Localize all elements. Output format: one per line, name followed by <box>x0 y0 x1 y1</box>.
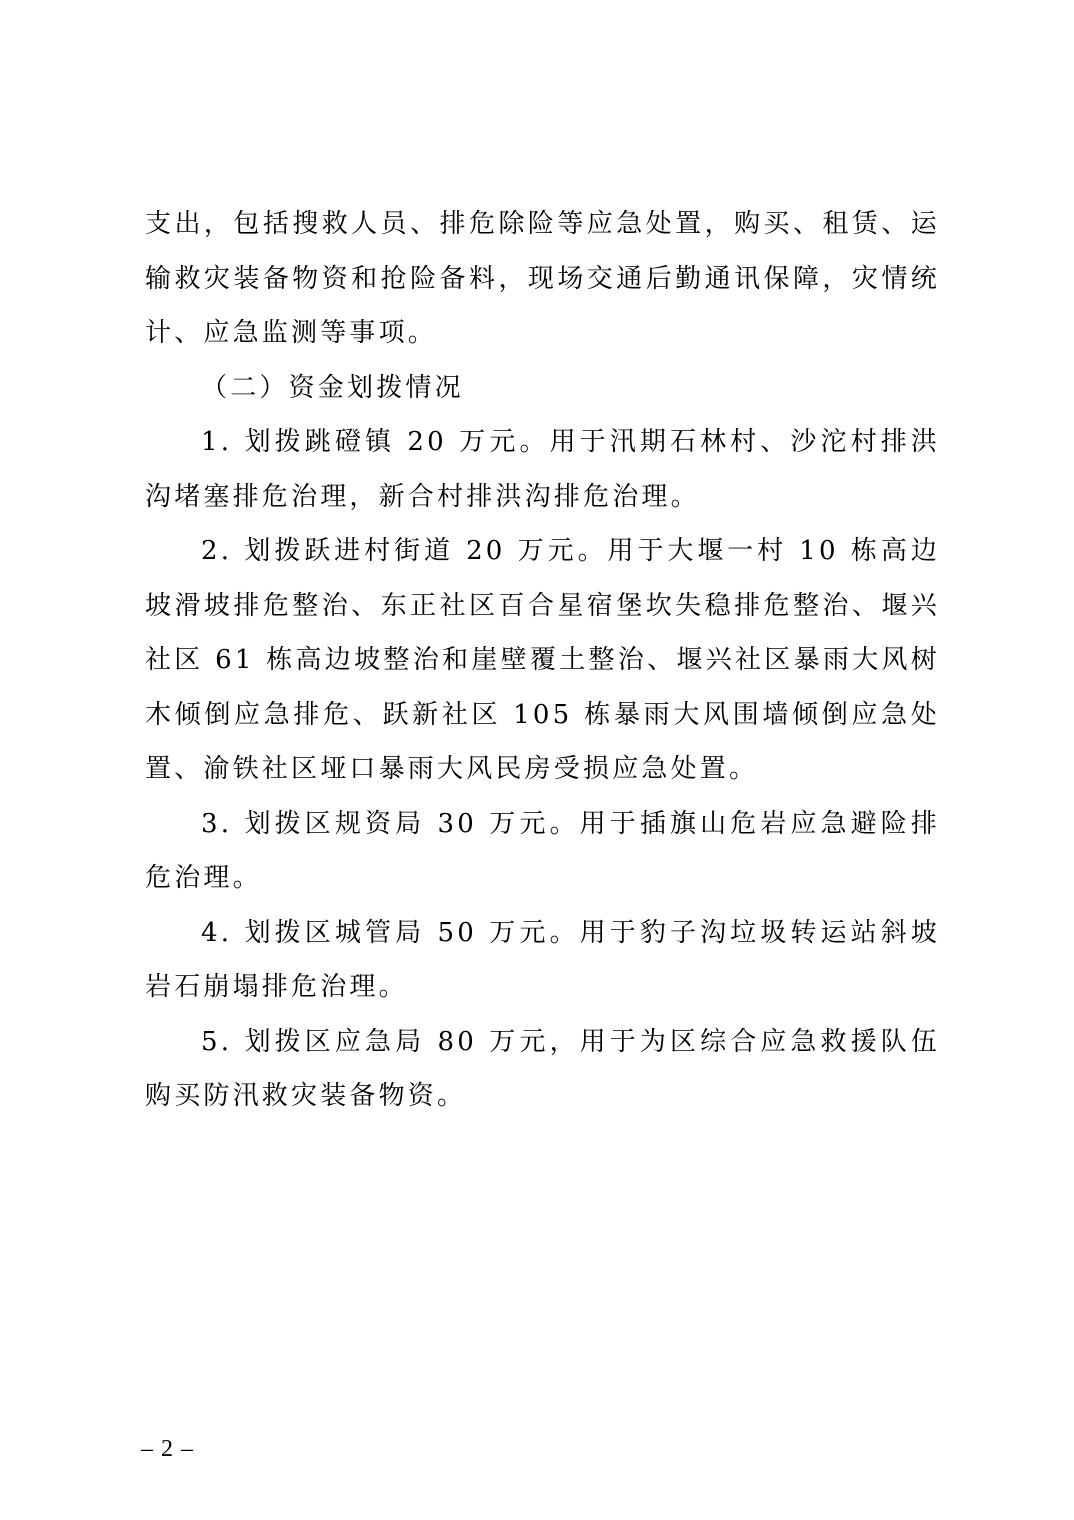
paragraph-item-2: 2. 划拨跃进村街道 20 万元。用于大堰一村 10 栋高边坡滑坡排危整治、东正社区百合星宿堡坎失稳排危整治、堰兴社区 61 栋高边坡整治和崖壁覆土整治、堰兴社区暴雨大风树木倾倒应急排危、跃新社区 105 栋暴雨大风围墙倾倒应急处置、渝铁社区垭口暴雨大风民房受损应急处置。 <box>145 536 940 784</box>
paragraph-item-3: 3. 划拨区规资局 30 万元。用于插旗山危岩应急避险排危治理。 <box>145 808 940 893</box>
paragraph-item-5: 5. 划拨区应急局 80 万元，用于为区综合应急救援队伍购买防汛救灾装备物资。 <box>145 1026 940 1111</box>
document-body <box>145 197 940 1124</box>
page-number: – 2 – <box>141 1436 194 1462</box>
paragraph-item-4: 4. 划拨区城管局 50 万元。用于豹子沟垃圾转运站斜坡岩石崩塌排危治理。 <box>145 917 940 1002</box>
paragraph-expenditure-continuation: 支出，包括搜救人员、排危除险等应急处置，购买、租赁、运输救灾装备物资和抢险备料，现场交通后勤通讯保障，灾情统计、应急监测等事项。 <box>145 209 940 348</box>
section-heading-fund-allocation: （二）资金划拨情况 <box>201 372 464 403</box>
paragraph-item-1: 1. 划拨跳磴镇 20 万元。用于汛期石林村、沙沱村排洪沟堵塞排危治理，新合村排洪沟排危治理。 <box>145 427 940 512</box>
